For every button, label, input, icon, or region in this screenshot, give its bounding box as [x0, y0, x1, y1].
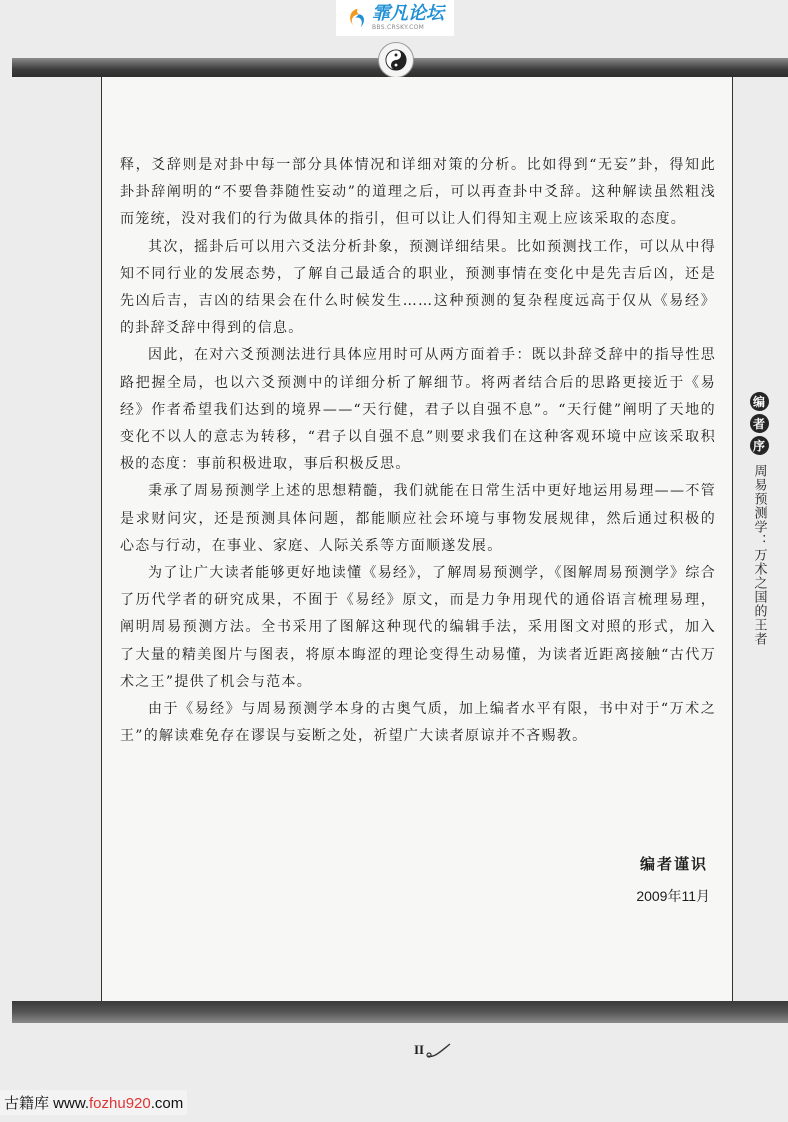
- paragraph: 因此，在对六爻预测法进行具体应用时可从两方面着手：既以卦辞爻辞中的指导性思路把握全局，也以六爻预测中的详细分析了解细节。将两者结合后的思路更接近于《易经》作者希望我们达到的境界——“天行健，君子以自强不息”。“天行健”阐明了天地的变化不以人的意志为转移，“君子以自强不息”则要求我们在这种客观环境中应该采取积极的态度：事前积极进取，事后积极反思。: [120, 347, 716, 473]
- preface-body: [120, 152, 716, 750]
- watermark-prefix: 古籍库 www.: [4, 1095, 90, 1112]
- watermark-domain: fozhu920: [89, 1095, 151, 1112]
- paragraph: 秉承了周易预测学上述的思想精髓，我们就能在日常生活中更好地运用易理——不管是求财问灾，还是预测具体问题，都能顺应社会环境与事物发展规律，然后通过积极的心态与行动，在事业、家庭、人际关系等方面顺遂发展。: [120, 483, 716, 554]
- yin-yang-icon: [385, 49, 407, 71]
- paragraph: 其次，摇卦后可以用六爻法分析卦象，预测详细结果。比如预测找工作，可以从中得知不同行业的发展态势，了解自己最适合的职业，预测事情在变化中是先吉后凶，还是先凶后吉，吉凶的结果会在什么时候发生……这种预测的复杂程度远高于仅从《易经》的卦辞爻辞中得到的信息。: [120, 238, 716, 337]
- logo-url: BBS.CRSKY.COM: [372, 24, 425, 31]
- side-tab: [748, 392, 770, 646]
- page-number: [414, 1040, 452, 1060]
- swirl-logo-icon: [346, 7, 368, 29]
- watermark: [0, 1090, 187, 1115]
- flourish-icon: [426, 1040, 452, 1060]
- side-badge: 序: [750, 436, 769, 455]
- watermark-suffix: .com: [150, 1095, 184, 1112]
- side-badge: 者: [750, 414, 769, 433]
- taiji-emblem: [378, 42, 414, 78]
- site-logo: [336, 0, 454, 36]
- paragraph: 释，爻辞则是对卦中每一部分具体情况和详细对策的分析。比如得到“无妄”卦，得知此卦卦辞阐明的“不要鲁莽随性妄动”的道理之后，可以再查卦中爻辞。这种解读虽然粗浅而笼统，没对我们的行为做具体的指引，但可以让人们得知主观上应该采取的态度。: [120, 157, 716, 228]
- signature: 编者谨识: [639, 855, 708, 873]
- paragraph: 为了让广大读者能够更好地读懂《易经》，了解周易预测学，《图解周易预测学》综合了历代学者的研究成果，不囿于《易经》原文，而是力争用现代的通俗语言梳理易理，阐明周易预测方法。全书采用了图解这种现代的编辑手法，采用图文对照的形式，加入了大量的精美图片与图表，将原本晦涩的理论变得生动易懂，为读者近距离接触“古代万术之王”提供了机会与范本。: [120, 565, 716, 690]
- side-title: 周易预测学：万术之国的王者: [751, 464, 767, 646]
- bottom-decorative-band: [12, 1001, 788, 1023]
- page-number-text: II: [414, 1042, 425, 1057]
- side-badge: 编: [750, 392, 769, 411]
- paragraph: 由于《易经》与周易预测学本身的古奥气质，加上编者水平有限，书中对于“万术之王”的解读难免存在谬误与妄断之处，祈望广大读者原谅并不吝赐教。: [120, 701, 716, 745]
- logo-name: 霏凡论坛: [372, 3, 444, 24]
- date: 2009年11月: [636, 888, 710, 904]
